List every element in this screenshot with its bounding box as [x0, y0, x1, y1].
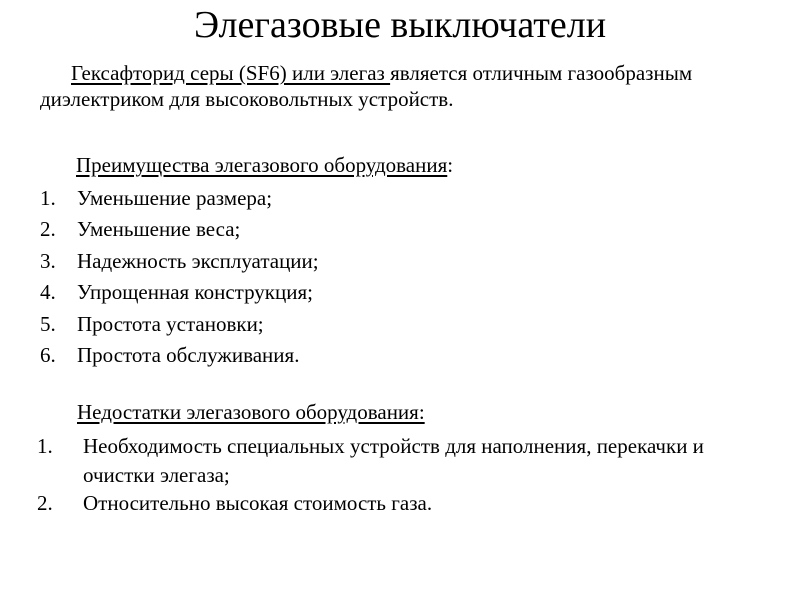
list-item-number: 1. — [37, 434, 53, 458]
list-item-number: 3. — [40, 248, 56, 273]
list-item-number: 2. — [40, 217, 56, 242]
list-item-text-line: Необходимость специальных устройств для наполнения, перекачки и — [83, 434, 704, 458]
list-item — [37, 432, 763, 489]
list-item-text: Надежность эксплуатации; — [77, 248, 319, 273]
disadvantages-list — [37, 432, 763, 518]
list-item-text-line: Относительно высокая стоимость газа. — [83, 491, 433, 516]
advantages-list — [40, 183, 640, 371]
list-item — [40, 277, 640, 308]
advantages-heading-text: Преимущества элегазового оборудования — [76, 153, 448, 177]
list-item-number: 5. — [40, 311, 56, 336]
intro-line-1 — [40, 61, 775, 87]
list-item-text-line: очистки элегаза; — [83, 462, 230, 487]
intro-paragraph — [40, 61, 775, 112]
list-item-text — [83, 432, 763, 489]
list-item — [40, 246, 640, 277]
intro-line-2: диэлектриком для высоковольтных устройств. — [40, 86, 454, 111]
list-item-text — [83, 489, 763, 518]
list-item — [37, 489, 763, 518]
list-item-text: Простота обслуживания. — [77, 343, 300, 368]
list-item — [40, 183, 640, 214]
disadvantages-heading — [77, 399, 425, 425]
list-item-text: Простота установки; — [77, 311, 264, 336]
list-item-text: Уменьшение веса; — [77, 217, 241, 242]
list-item-text: Упрощенная конструкция; — [77, 280, 313, 305]
list-item-number: 2. — [37, 491, 53, 516]
disadvantages-heading-text: Недостатки элегазового оборудования: — [77, 400, 425, 424]
intro-line-1-rest: является отличным газообразным — [390, 61, 693, 85]
list-item — [40, 340, 640, 371]
advantages-heading-colon: : — [447, 153, 454, 177]
advantages-heading — [76, 152, 453, 178]
list-item-number: 1. — [40, 186, 56, 210]
list-item — [40, 309, 640, 340]
slide-title: Элегазовые выключатели — [193, 4, 607, 46]
list-item-number: 4. — [40, 280, 56, 305]
list-item — [40, 214, 640, 245]
intro-underlined-term: Гексафторид серы (SF6) или элегаз — [71, 61, 391, 85]
list-item-number: 6. — [40, 343, 56, 368]
list-item-text: Уменьшение размера; — [77, 186, 273, 210]
